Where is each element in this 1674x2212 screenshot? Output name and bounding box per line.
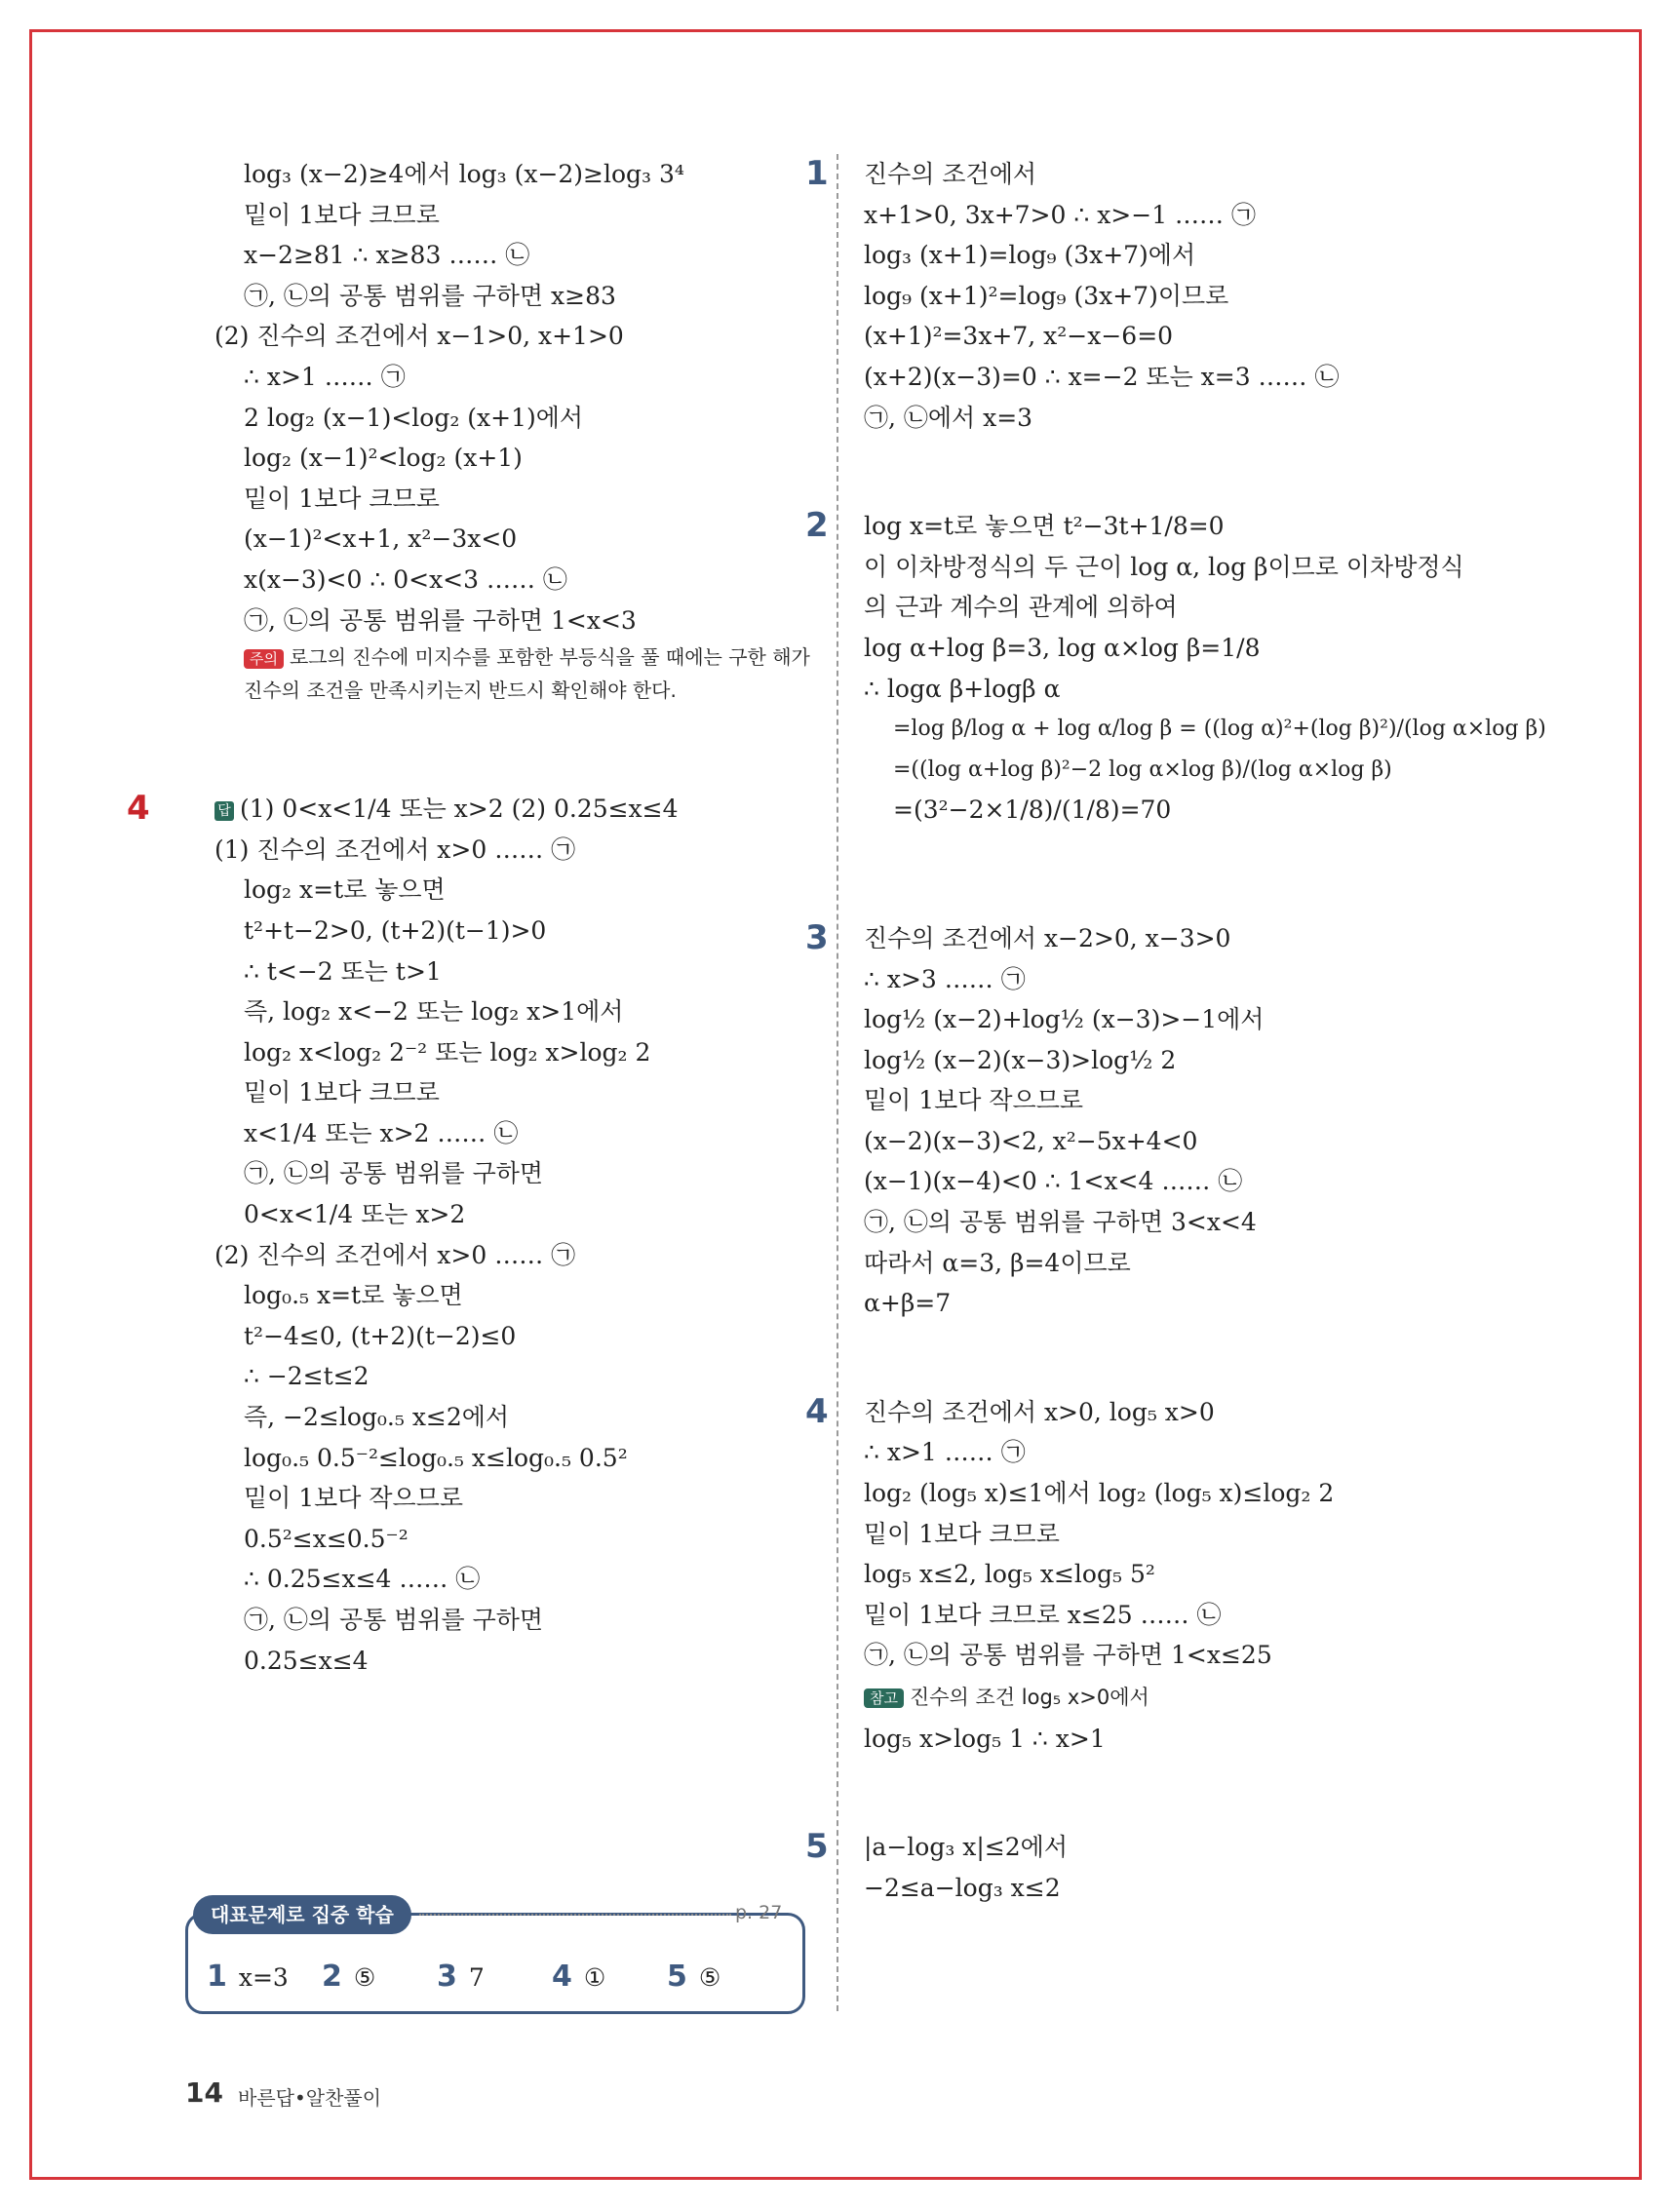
solution-line: 0.25≤x≤4	[244, 1646, 369, 1675]
problem-number: 2	[805, 506, 829, 546]
summary-answer-item	[667, 1960, 720, 1994]
solution-line: |a−log₃ x|≤2에서	[864, 1833, 1068, 1862]
solution-line: log₃ (x+1)=log₉ (3x+7)에서	[864, 241, 1196, 270]
problem-number: 5	[805, 1827, 829, 1867]
solution-line: log₂ x<log₂ 2⁻² 또는 log₂ x>log₂ 2	[244, 1037, 651, 1067]
solution-line: (x−1)(x−4)<0 ∴ 1<x<4 …… ㉡	[864, 1167, 1243, 1196]
solution-line: (x+1)²=3x+7, x²−x−6=0	[864, 322, 1174, 351]
solution-line: log½ (x−2)(x−3)>log½ 2	[864, 1045, 1177, 1074]
column-divider	[837, 154, 838, 2011]
problem-5	[805, 1827, 1546, 1868]
solution-line: x(x−3)<0 ∴ 0<x<3 …… ㉡	[244, 564, 567, 594]
solution-line: t²+t−2>0, (t+2)(t−1)>0	[244, 915, 547, 945]
solution-line: log₀.₅ 0.5⁻²≤log₀.₅ x≤log₀.₅ 0.5²	[244, 1443, 628, 1472]
summary-answer-value: x=3	[238, 1963, 289, 1992]
page-number: 14	[185, 2076, 223, 2109]
solution-line: t²−4≤0, (t+2)(t−2)≤0	[244, 1321, 517, 1350]
solution-line: ㉠, ㉡의 공통 범위를 구하면	[244, 1606, 544, 1634]
solution-line: ㉠, ㉡의 공통 범위를 구하면 x≥83	[244, 281, 616, 310]
solution-line: ∴ 0.25≤x≤4 …… ㉡	[244, 1565, 481, 1594]
solution-line: 밑이 1보다 크므로	[864, 1519, 1060, 1548]
solution-line: log₂ (log₅ x)≤1에서 log₂ (log₅ x)≤log₂ 2	[864, 1479, 1335, 1508]
solution-line: ∴ x>1 …… ㉠	[244, 362, 406, 391]
reference-line	[864, 1676, 1546, 1719]
solution-line: log₅ x≤2, log₅ x≤log₅ 5²	[864, 1560, 1155, 1589]
summary-answer-value: ①	[583, 1963, 606, 1992]
answer-badge: 답	[214, 801, 234, 821]
summary-answer-item	[437, 1960, 485, 1994]
solution-line: ㉠, ㉡의 공통 범위를 구하면 3<x<4	[864, 1208, 1257, 1237]
solution-line: 이 이차방정식의 두 근이 log α, log β이므로 이차방정식	[864, 552, 1464, 581]
solution-line: ∴ x>3 …… ㉠	[864, 964, 1026, 993]
solution-line: x−2≥81 ∴ x≥83 …… ㉡	[244, 241, 530, 270]
problem-2	[805, 506, 1546, 547]
problem-number: 4	[805, 1391, 829, 1431]
solution-line: 밑이 1보다 크므로	[244, 484, 440, 513]
solution-line: −2≤a−log₃ x≤2	[864, 1873, 1061, 1902]
summary-page-ref: p. 27	[735, 1902, 783, 1923]
solution-line: (2) 진수의 조건에서 x−1>0, x+1>0	[214, 322, 624, 351]
problem-4-left	[127, 789, 819, 830]
solution-line: log₉ (x+1)²=log₉ (3x+7)이므로	[864, 281, 1229, 310]
summary-answer-item	[552, 1960, 605, 1994]
solution-line: 밑이 1보다 크므로	[244, 200, 440, 229]
solution-line: 진수의 조건에서 x−2>0, x−3>0	[864, 923, 1231, 952]
solution-line: α+β=7	[864, 1289, 952, 1318]
problem-number: 1	[805, 154, 829, 193]
solution-line: =log β/log α + log α/log β = ((log α)²+(log β)²)/(log α×log β)	[893, 717, 1546, 742]
solution-line: ㉠, ㉡의 공통 범위를 구하면	[244, 1159, 544, 1188]
solution-line: 0<x<1/4 또는 x>2	[244, 1200, 466, 1229]
problem-3	[805, 917, 1546, 959]
solution-line: =((log α+log β)²−2 log α×log β)/(log α×log β)	[893, 757, 1392, 782]
left-column	[127, 154, 819, 1681]
problem-number: 4	[127, 789, 150, 829]
solution-line: (2) 진수의 조건에서 x>0 …… ㉠	[214, 1240, 576, 1269]
solution-line: log₂ x=t로 놓으면	[244, 875, 446, 905]
summary-answer-item	[322, 1960, 375, 1994]
solution-line: log α+log β=3, log α×log β=1/8	[864, 633, 1261, 662]
solution-line: 밑이 1보다 작으므로	[244, 1484, 463, 1513]
solution-line: 즉, log₂ x<−2 또는 log₂ x>1에서	[244, 997, 624, 1027]
solution-line: ∴ −2≤t≤2	[244, 1362, 370, 1391]
solution-line: x<1/4 또는 x>2 …… ㉡	[244, 1118, 519, 1147]
right-column	[805, 154, 1546, 1908]
problem-number: 3	[805, 917, 829, 957]
solution-line: ∴ logα β+logβ α	[864, 674, 1061, 703]
summary-answer-item	[207, 1960, 289, 1994]
solution-line: 진수의 조건에서 x>0, log₅ x>0	[864, 1397, 1215, 1426]
summary-dotted-rule	[419, 1914, 731, 1916]
reference-text: 진수의 조건 log₅ x>0에서	[909, 1686, 1149, 1709]
solution-line: ∴ t<−2 또는 t>1	[244, 956, 442, 986]
summary-answer-number: 3	[437, 1960, 457, 1994]
summary-answer-value: 7	[468, 1963, 485, 1992]
solution-line: log₂ (x−1)²<log₂ (x+1)	[244, 444, 523, 473]
solution-line: 2 log₂ (x−1)<log₂ (x+1)에서	[244, 403, 584, 432]
solution-line: log₃ (x−2)≥4에서 log₃ (x−2)≥log₃ 3⁴	[244, 160, 684, 188]
solution-line: ㉠, ㉡에서 x=3	[864, 403, 1033, 432]
summary-answer-value: ⑤	[698, 1963, 721, 1992]
solution-line: (1) 진수의 조건에서 x>0 …… ㉠	[214, 834, 576, 864]
solution-line: 밑이 1보다 크므로	[244, 1078, 440, 1107]
solution-line: (x−2)(x−3)<2, x²−5x+4<0	[864, 1126, 1198, 1155]
solution-line: (x−1)²<x+1, x²−3x<0	[244, 524, 518, 554]
solution-line: 진수의 조건에서	[864, 160, 1036, 188]
solution-line: 의 근과 계수의 관계에 의하여	[864, 593, 1178, 622]
summary-title: 대표문제로 집중 학습	[193, 1895, 411, 1934]
solution-line: (x+2)(x−3)=0 ∴ x=−2 또는 x=3 …… ㉡	[864, 362, 1340, 391]
solution-line: log x=t로 놓으면 t²−3t+1/8=0	[864, 512, 1225, 541]
book-label: 바른답•알찬풀이	[238, 2086, 382, 2110]
answer-line	[185, 789, 819, 830]
solution-line: =(3²−2×1/8)/(1/8)=70	[893, 796, 1172, 825]
summary-answer-number: 1	[207, 1960, 227, 1994]
solution-line: ㉠, ㉡의 공통 범위를 구하면 1<x≤25	[864, 1641, 1272, 1670]
summary-answer-value: ⑤	[353, 1963, 376, 1992]
solution-line: log½ (x−2)+log½ (x−3)>−1에서	[864, 1005, 1265, 1034]
problem-4-right	[805, 1391, 1546, 1433]
solution-line: 따라서 α=3, β=4이므로	[864, 1248, 1131, 1277]
solution-line: ∴ x>1 …… ㉠	[864, 1438, 1026, 1467]
solution-line: 밑이 1보다 작으므로	[864, 1086, 1083, 1115]
solution-line: x+1>0, 3x+7>0 ∴ x>−1 …… ㉠	[864, 200, 1257, 229]
solution-line: ㉠, ㉡의 공통 범위를 구하면 1<x<3	[244, 605, 637, 635]
solution-line: 밑이 1보다 크므로 x≤25 …… ㉡	[864, 1600, 1222, 1629]
summary-answer-number: 4	[552, 1960, 572, 1994]
solution-line: 즉, −2≤log₀.₅ x≤2에서	[244, 1403, 510, 1432]
answer-text: (1) 0<x<1/4 또는 x>2 (2) 0.25≤x≤4	[240, 795, 679, 824]
summary-answer-number: 5	[667, 1960, 687, 1994]
problem-1	[805, 154, 1546, 195]
summary-answer-number: 2	[322, 1960, 342, 1994]
solution-line: 0.5²≤x≤0.5⁻²	[244, 1524, 409, 1553]
solution-line: log₀.₅ x=t로 놓으면	[244, 1281, 463, 1310]
caution-badge: 주의	[244, 649, 284, 669]
caution-note	[185, 640, 819, 707]
reference-badge: 참고	[864, 1688, 904, 1708]
caution-text: 로그의 진수에 미지수를 포함한 부등식을 풀 때에는 구한 해가 진수의 조건을 만족시키는지 반드시 확인해야 한다.	[244, 645, 810, 703]
reference-line: log₅ x>log₅ 1 ∴ x>1	[864, 1724, 1106, 1753]
summary-answers	[207, 1960, 792, 1999]
